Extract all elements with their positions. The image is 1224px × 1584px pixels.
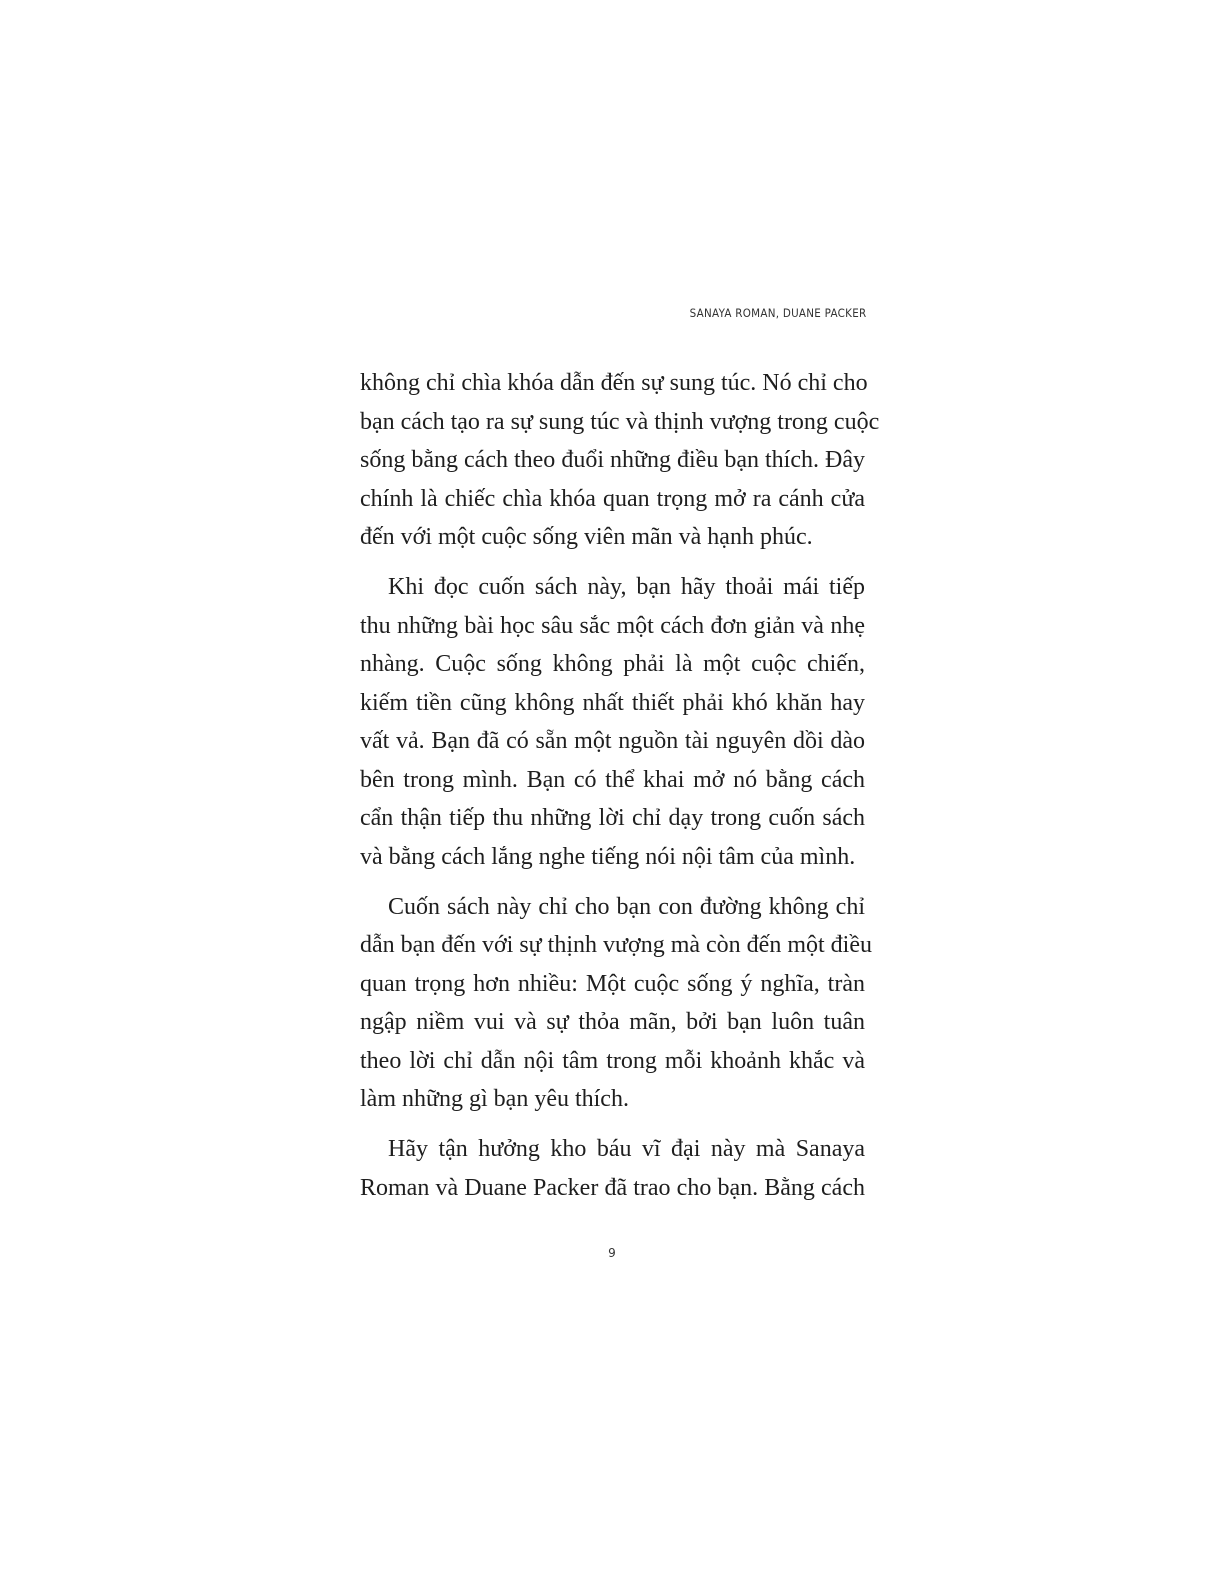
- text-line: nhàng. Cuộc sống không phải là một cuộc chiến,: [360, 651, 865, 677]
- text-line: dẫn bạn đến với sự thịnh vượng mà còn đến một điều: [360, 932, 872, 958]
- text-line: ngập niềm vui và sự thỏa mãn, bởi bạn luôn tuân: [360, 1009, 865, 1035]
- text-line: Khi đọc cuốn sách này, bạn hãy thoải mái tiếp: [388, 574, 865, 600]
- text-line: Roman và Duane Packer đã trao cho bạn. Bằng cách: [360, 1174, 865, 1201]
- body-text: [360, 364, 880, 1219]
- text-line: sống bằng cách theo đuổi những điều bạn thích. Đây: [360, 447, 865, 473]
- text-line: theo lời chỉ dẫn nội tâm trong mỗi khoảnh khắc và: [360, 1047, 865, 1074]
- text-line: thu những bài học sâu sắc một cách đơn giản và nhẹ: [360, 612, 865, 639]
- paragraph: [360, 364, 880, 557]
- text-line: cẩn thận tiếp thu những lời chỉ dạy trong cuốn sách: [360, 805, 865, 831]
- text-line: Cuốn sách này chỉ cho bạn con đường không chỉ: [388, 893, 865, 920]
- text-line: bên trong mình. Bạn có thể khai mở nó bằng cách: [360, 766, 865, 793]
- text-line: và bằng cách lắng nghe tiếng nói nội tâm của mình.: [360, 843, 856, 870]
- paragraph: [360, 568, 865, 876]
- text-line: Hãy tận hưởng kho báu vĩ đại này mà Sanaya: [388, 1136, 865, 1162]
- text-line: quan trọng hơn nhiều: Một cuộc sống ý nghĩa, tràn: [360, 970, 865, 997]
- text-line: bạn cách tạo ra sự sung túc và thịnh vượng trong cuộc: [360, 408, 880, 435]
- text-line: chính là chiếc chìa khóa quan trọng mở ra cánh cửa: [360, 485, 865, 512]
- page-number: 9: [608, 1246, 616, 1260]
- text-line: không chỉ chìa khóa dẫn đến sự sung túc. Nó chỉ cho: [360, 370, 868, 396]
- paragraph: [360, 1130, 865, 1207]
- text-line: đến với một cuộc sống viên mãn và hạnh phúc.: [360, 524, 813, 550]
- running-header: SANAYA ROMAN, DUANE PACKER: [690, 306, 867, 320]
- text-line: kiếm tiền cũng không nhất thiết phải khó khăn hay: [360, 689, 865, 716]
- paragraph: [360, 888, 872, 1119]
- text-line: vất vả. Bạn đã có sẵn một nguồn tài nguyên dồi dào: [360, 728, 865, 754]
- text-line: làm những gì bạn yêu thích.: [360, 1086, 629, 1112]
